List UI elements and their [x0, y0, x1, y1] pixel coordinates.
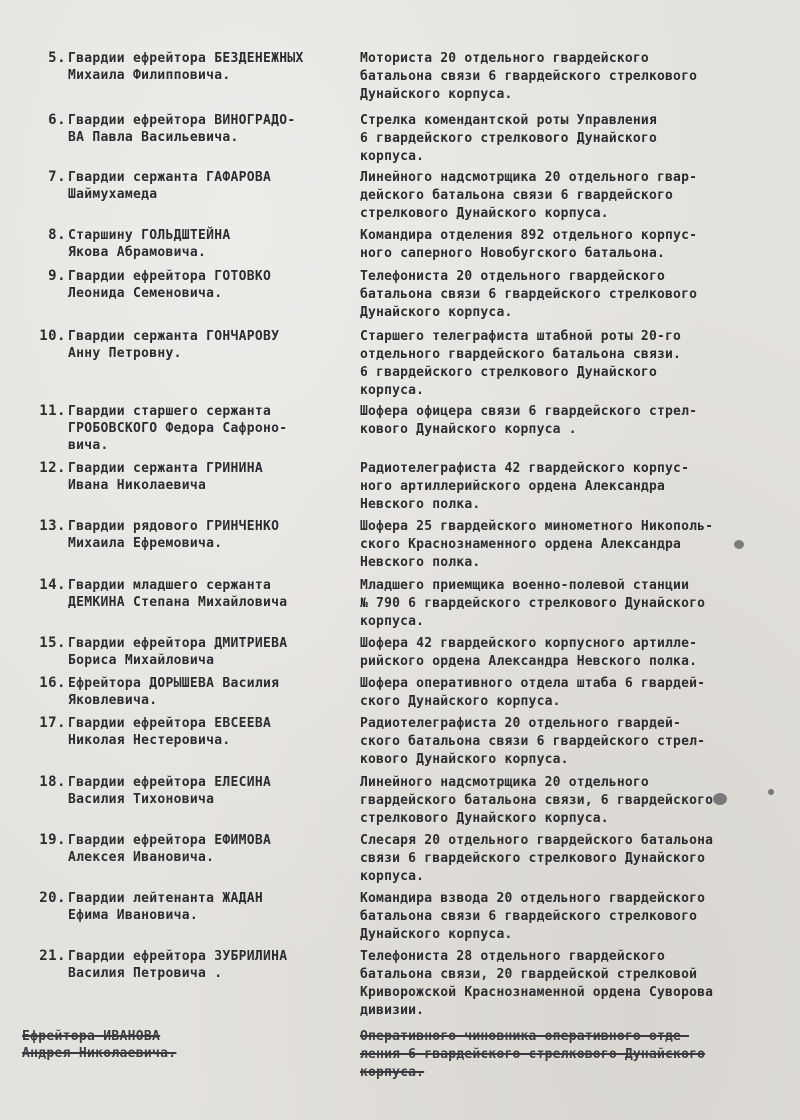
- entry-number: 11.: [39, 403, 66, 419]
- entry-number: 21.: [39, 948, 66, 964]
- entry-name: Гвардии ефрейтора ЕВСЕЕВА Николая Нестеровича.: [68, 716, 272, 748]
- entry-number: 9.: [48, 268, 66, 284]
- entry-name: Гвардии ефрейтора БЕЗДЕНЕЖНЫХ Михаила Филипповича.: [68, 51, 304, 83]
- entry-name: Ефрейтора ДОРЫШЕВА Василия Яковлевича.: [68, 676, 280, 708]
- entry-position: Командира взвода 20 отдельного гвардейского батальона связи 6 гвардейского стрелкового Дунайского корпуса.: [360, 891, 706, 942]
- ink-blot: [768, 789, 774, 795]
- entry-position: Линейного надсмотрщика 20 отдельного гвардейского батальона связи, 6 гвардейского стрелкового Дунайского корпуса.: [360, 775, 714, 826]
- entry-number: 18.: [39, 774, 66, 790]
- entry-name: Гвардии рядового ГРИНЧЕНКО Михаила Ефремовича.: [68, 519, 280, 551]
- entry-position: Телефониста 20 отдельного гвардейского батальона связи 6 гвардейского стрелкового Дунайского корпуса.: [360, 269, 698, 320]
- entry-position: Телефониста 28 отдельного гвардейского батальона связи, 20 гвардейской стрелковой Криворожской Краснознаменной ордена Суворова дивизии.: [360, 949, 714, 1018]
- entry-position: Радиотелеграфиста 42 гвардейского корпус- ного артиллерийского ордена Александра Невского полка.: [360, 461, 690, 512]
- entry-position: Моториста 20 отдельного гвардейского батальона связи 6 гвардейского стрелкового Дунайского корпуса.: [360, 51, 698, 102]
- entry-number: 16.: [39, 675, 66, 691]
- entry-name: Гвардии лейтенанта ЖАДАН Ефима Ивановича.: [68, 891, 264, 923]
- entry-name: Гвардии ефрейтора ЕФИМОВА Алексея Ивановича.: [68, 833, 272, 865]
- entry-position: Линейного надсмотрщика 20 отдельного гвар- дейского батальона связи 6 гвардейского стрелкового Дунайского корпуса.: [360, 170, 698, 221]
- entry-number: 19.: [39, 832, 66, 848]
- entry-number: 13.: [39, 518, 66, 534]
- entry-number: 10.: [39, 328, 66, 344]
- entry-name: Гвардии ефрейтора ЕЛЕСИНА Василия Тихоновича: [68, 775, 272, 807]
- entry-number: 5.: [48, 50, 66, 66]
- entry-number: 6.: [48, 112, 66, 128]
- struck-entry-position: Оперативного чиновника оперативного отде- ления 6 гвардейского стрелкового Дунайского корпуса.: [360, 1029, 706, 1080]
- entry-name: Гвардии ефрейтора ЗУБРИЛИНА Василия Петровича .: [68, 949, 288, 981]
- entry-number: 7.: [48, 169, 66, 185]
- entry-name: Гвардии ефрейтора ГОТОВКО Леонида Семеновича.: [68, 269, 272, 301]
- entry-number: 12.: [39, 460, 66, 476]
- entry-position: Стрелка комендантской роты Управления 6 гвардейского стрелкового Дунайского корпуса.: [360, 113, 657, 164]
- entry-number: 15.: [39, 635, 66, 651]
- entry-name: Гвардии младшего сержанта ДЕМКИНА Степана Михайловича: [68, 578, 288, 610]
- entry-position: Младшего приемщика военно-полевой станции № 790 6 гвардейского стрелкового Дунайского корпуса.: [360, 578, 706, 629]
- entry-name: Гвардии ефрейтора ВИНОГРАДО- ВА Павла Васильевича.: [68, 113, 296, 145]
- entry-number: 14.: [39, 577, 66, 593]
- entry-name: Гвардии сержанта ГАФАРОВА Шаймухамеда: [68, 170, 272, 202]
- entry-name: Старшину ГОЛЬДШТЕЙНА Якова Абрамовича.: [68, 228, 231, 260]
- entry-name: Гвардии старшего сержанта ГРОБОВСКОГО Федора Сафроно- вича.: [68, 404, 288, 453]
- entry-name: Гвардии сержанта ГОНЧАРОВУ Анну Петровну.: [68, 329, 280, 361]
- struck-entry-name: Ефрейтора ИВАНОВА Андрея Николаевича.: [22, 1029, 177, 1061]
- entry-name: Гвардии сержанта ГРИНИНА Ивана Николаевича: [68, 461, 264, 493]
- entry-position: Командира отделения 892 отдельного корпус- ного саперного Новобугского батальона.: [360, 228, 698, 261]
- entry-position: Старшего телеграфиста штабной роты 20-го отдельного гвардейского батальона связи. 6 гвардейского стрелкового Дунайского корпуса.: [360, 329, 682, 398]
- ink-blot: [734, 540, 744, 549]
- entry-position: Шофера оперативного отдела штаба 6 гвардей- ского Дунайского корпуса.: [360, 676, 706, 709]
- entry-position: Шофера 42 гвардейского корпусного артилле- рийского ордена Александра Невского полка.: [360, 636, 698, 669]
- ink-blot: [713, 793, 727, 805]
- entry-name: Гвардии ефрейтора ДМИТРИЕВА Бориса Михайловича: [68, 636, 288, 668]
- entry-position: Шофера офицера связи 6 гвардейского стрел- кового Дунайского корпуса .: [360, 404, 698, 437]
- entry-number: 8.: [48, 227, 66, 243]
- entry-position: Радиотелеграфиста 20 отдельного гвардей- ского батальона связи 6 гвардейского стрел- кового Дунайского корпуса.: [360, 716, 706, 767]
- entry-position: Слесаря 20 отдельного гвардейского батальона связи 6 гвардейского стрелкового Дунайского корпуса.: [360, 833, 714, 884]
- entry-number: 20.: [39, 890, 66, 906]
- entry-position: Шофера 25 гвардейского минометного Никополь- ского Краснознаменного ордена Александра Невского полка.: [360, 519, 714, 570]
- entry-number: 17.: [39, 715, 66, 731]
